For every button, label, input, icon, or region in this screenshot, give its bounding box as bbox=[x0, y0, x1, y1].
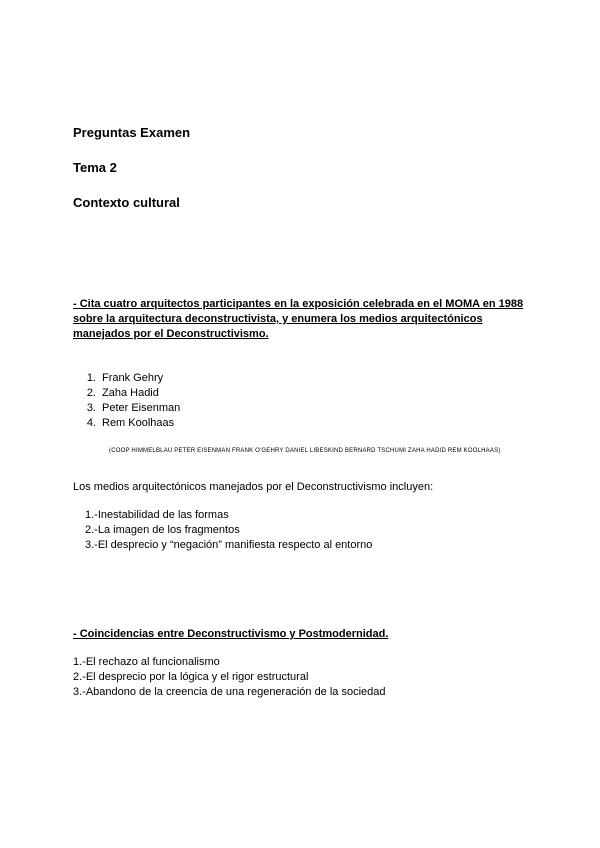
question-1-line-1: - Cita cuatro arquitectos participantes en la exposición celebrada en el MOMA en 1988 bbox=[73, 298, 524, 310]
list-item-label: Rem Koolhaas bbox=[102, 417, 175, 429]
question-2-text: - Coincidencias entre Deconstructivismo y Postmodernidad. bbox=[73, 628, 389, 640]
question-1-line-2: sobre la arquitectura deconstructivista, y enumera los medios arquitectónicos bbox=[73, 313, 483, 325]
list-item bbox=[80, 402, 180, 414]
list-item bbox=[80, 417, 174, 429]
list-item-label: Peter Eisenman bbox=[102, 402, 181, 414]
section-heading: Contexto cultural bbox=[73, 195, 180, 210]
list-item: 3.-Abandono de la creencia de una regeneración de la sociedad bbox=[73, 686, 386, 698]
list-item: 2.-La imagen de los fragmentos bbox=[85, 524, 240, 536]
question-1-line-3: manejados por el Deconstructivismo. bbox=[73, 328, 269, 340]
list-item-label: Zaha Hadid bbox=[102, 387, 159, 399]
list-item: 1.-El rechazo al funcionalismo bbox=[73, 656, 220, 668]
list-item-number: 2. bbox=[86, 387, 96, 399]
tema-heading: Tema 2 bbox=[73, 160, 117, 175]
list-item: 1.-Inestabilidad de las formas bbox=[85, 509, 229, 521]
list-item-label: Frank Gehry bbox=[102, 372, 164, 384]
architects-note: (COOP HIMMELBLAU PETER EISENMAN FRANK O'GEHRY DANIEL LIBESKIND BERNARD TSCHUMI ZAHA HADID REM KOOLHAAS) bbox=[109, 448, 501, 454]
list-item bbox=[80, 372, 163, 384]
means-intro: Los medios arquitectónicos manejados por el Deconstructivismo incluyen: bbox=[73, 481, 434, 493]
list-item-number: 1. bbox=[86, 372, 96, 384]
list-item-number: 3. bbox=[86, 402, 96, 414]
list-item-number: 4. bbox=[86, 417, 96, 429]
list-item: 3.-El desprecio y “negación” manifiesta respecto al entorno bbox=[85, 539, 373, 551]
document-title: Preguntas Examen bbox=[73, 125, 191, 140]
list-item bbox=[80, 387, 159, 399]
list-item: 2.-El desprecio por la lógica y el rigor estructural bbox=[73, 671, 309, 683]
